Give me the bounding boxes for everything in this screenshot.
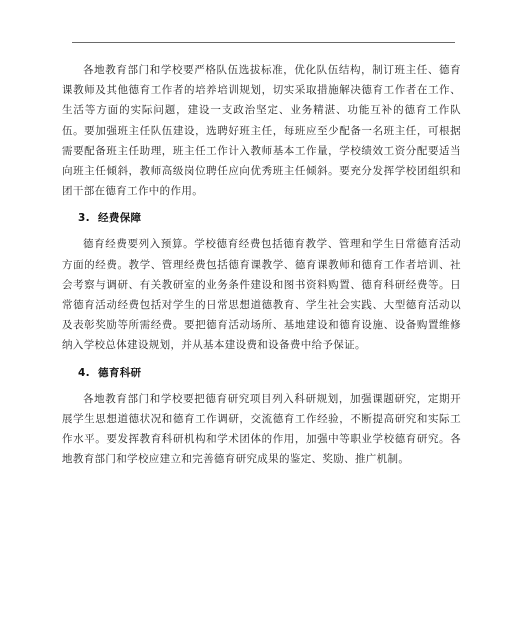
paragraph-team-building: 各地教育部门和学校要严格队伍选拔标准，优化队伍结构，制订班主任、德育课教师及其他德育工作者的培养培训规划，切实采取措施解决德育工作者在工作、生活等方面的实际问题，建设一支政治坚定、业务精湛、功能互补的德育工作队伍。要加强班主任队伍建设，选聘好班主任，每班应至少配备一名班主任，可根据需要配备班主任助理，班主任工作计入教师基本工作量，学校绩效工资分配要适当向班主任倾斜，教师高级岗位聘任应向优秀班主任倾斜。要充分发挥学校团组织和团干部在德育工作中的作用。	[62, 64, 461, 198]
header-rule	[72, 42, 455, 43]
section-heading-research	[62, 363, 461, 383]
document-body	[62, 60, 461, 469]
paragraph-funding: 德育经费要列入预算。学校德育经费包括德育教学、管理和学生日常德育活动方面的经费。教学、管理经费包括德育课教学、德育课教师和德育工作者培训、社会考察与调研、有关教研室的业务条件建设和图书资料购置、德育科研经费等。日常德育活动经费包括对学生的日常思想道德教育、学生社会实践、大型德育活动以及表彰奖励等所需经费。要把德育活动场所、基地建设和德育设施、设备购置维修纳入学校总体建设规划，并从基本建设费和设备费中给予保证。	[62, 238, 461, 352]
section-number: 3.	[78, 212, 90, 225]
section-title: 德育科研	[98, 366, 142, 379]
paragraph-research: 各地教育部门和学校要把德育研究项目列入科研规划，加强课题研究，定期开展学生思想道德状况和德育工作调研，交流德育工作经验，不断提高研究和实际工作水平。要发挥教育科研机构和学术团体的作用，加强中等职业学校德育研究。各地教育部门和学校应建立和完善德育研究成果的鉴定、奖励、推广机制。	[62, 392, 461, 466]
section-heading-funding	[62, 208, 461, 228]
section-title: 经费保障	[98, 212, 142, 225]
section-number: 4.	[78, 366, 90, 379]
